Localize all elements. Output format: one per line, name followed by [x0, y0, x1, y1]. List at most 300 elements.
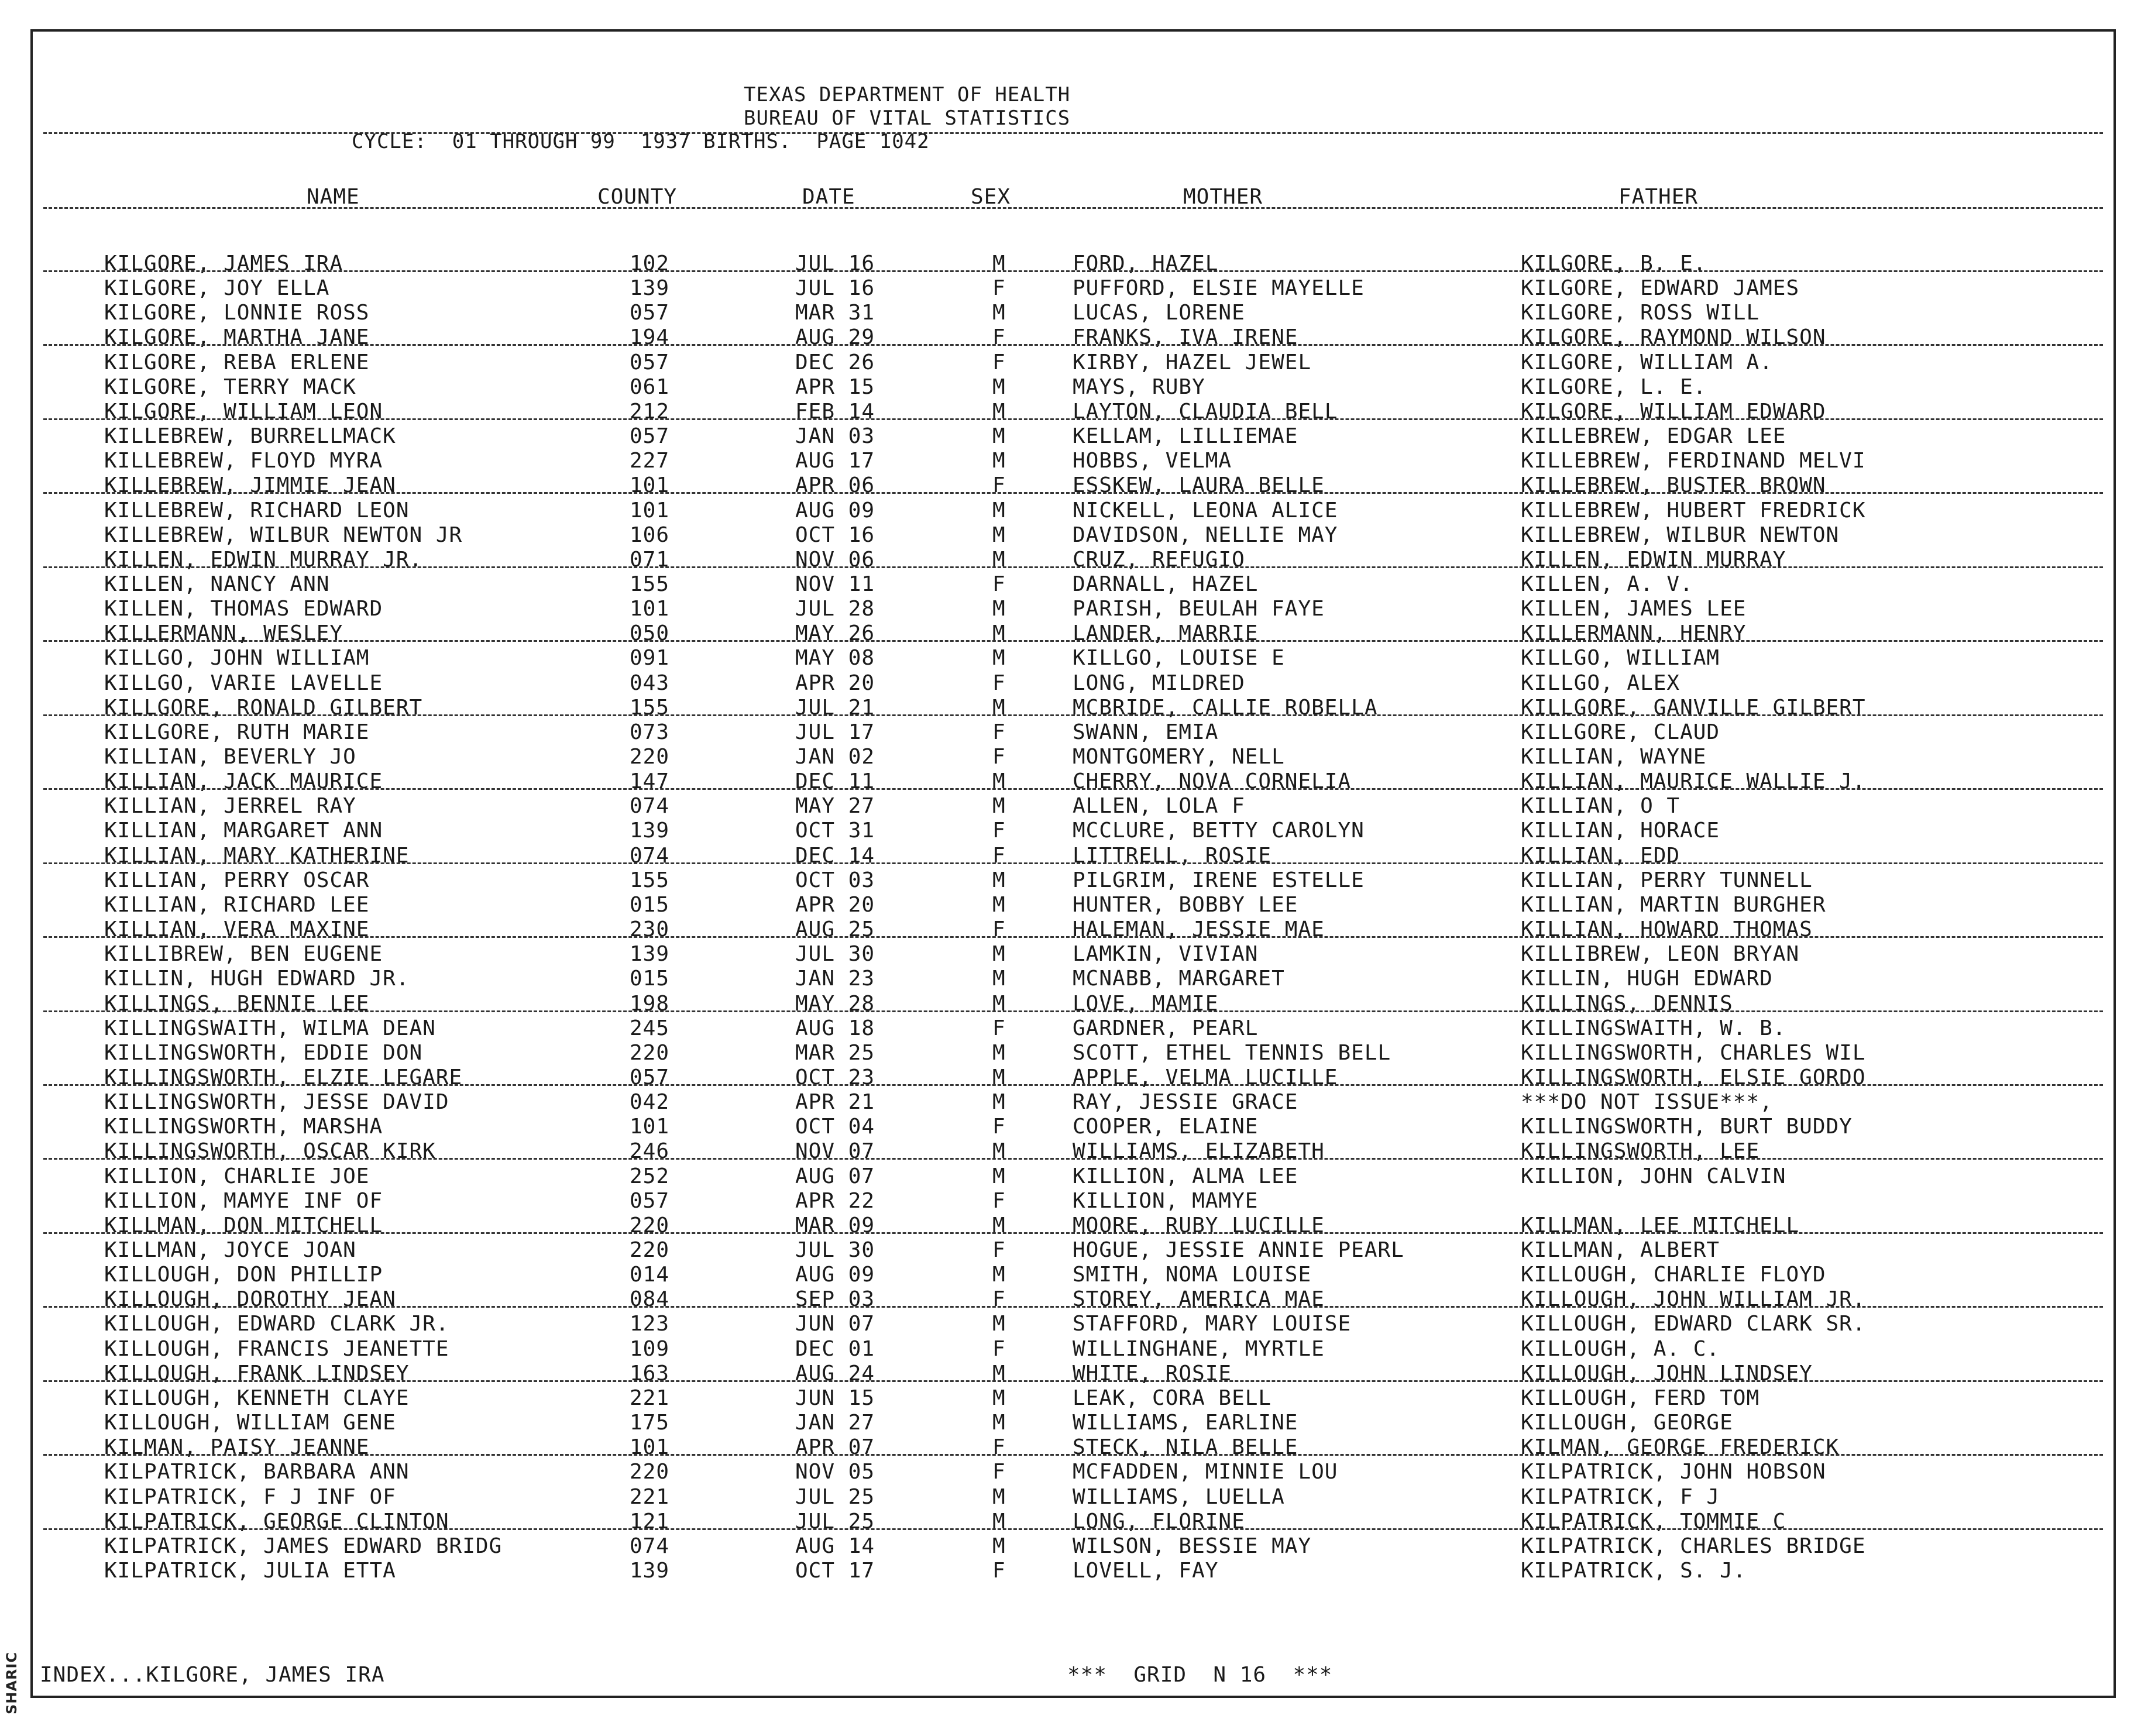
record-date: MAY 28	[795, 991, 875, 1016]
column-header-sex: SEX	[971, 185, 1011, 209]
record-father: KILLIAN, WAYNE	[1521, 745, 1707, 769]
record-row	[33, 1189, 2113, 1214]
record-name: KILGORE, REBA ERLENE	[104, 350, 370, 374]
record-county: 155	[630, 868, 670, 892]
record-father: KILGORE, WILLIAM EDWARD	[1521, 399, 1826, 424]
record-mother: FRANKS, IVA IRENE	[1073, 325, 1298, 350]
record-county: 227	[630, 449, 670, 473]
record-mother: GARDNER, PEARL	[1073, 1016, 1259, 1040]
record-sex: F	[992, 819, 1006, 843]
record-row	[33, 1214, 2113, 1238]
record-mother: LONG, FLORINE	[1073, 1509, 1245, 1534]
record-name: KILLINGSWORTH, OSCAR KIRK	[104, 1139, 436, 1164]
record-father: KILLINGSWAITH, W. B.	[1521, 1016, 1786, 1040]
record-county: 109	[630, 1336, 670, 1361]
header-subtitle: BUREAU OF VITAL STATISTICS	[744, 106, 1071, 130]
record-father: KILLEBREW, HUBERT FREDRICK	[1521, 498, 1866, 522]
record-name: KILGORE, JAMES IRA	[104, 252, 343, 276]
record-mother: SCOTT, ETHEL TENNIS BELL	[1073, 1040, 1391, 1065]
row-divider	[43, 1528, 2103, 1530]
record-sex: F	[992, 1435, 1006, 1460]
record-sex: M	[992, 1213, 1006, 1237]
record-name: KILLINGSWORTH, EDDIE DON	[104, 1040, 423, 1065]
record-county: 246	[630, 1139, 670, 1164]
record-mother: PILGRIM, IRENE ESTELLE	[1073, 868, 1365, 892]
record-row	[33, 992, 2113, 1016]
record-sex: F	[992, 1115, 1006, 1139]
record-sex: F	[992, 1238, 1006, 1262]
record-county: 220	[630, 1040, 670, 1065]
record-row	[33, 375, 2113, 400]
record-mother: DAVIDSON, NELLIE MAY	[1073, 522, 1338, 547]
record-row	[33, 449, 2113, 473]
record-row	[33, 276, 2113, 301]
record-name: KILGORE, LONNIE ROSS	[104, 301, 370, 325]
record-county: 221	[630, 1484, 670, 1509]
record-date: NOV 07	[795, 1139, 875, 1164]
record-father: KILLERMANN, HENRY	[1521, 621, 1747, 646]
record-name: KILLGORE, RUTH MARIE	[104, 720, 370, 744]
record-sex: F	[992, 720, 1006, 744]
record-county: 091	[630, 646, 670, 671]
record-row	[33, 844, 2113, 868]
row-divider	[43, 1306, 2103, 1308]
record-mother: DARNALL, HAZEL	[1073, 572, 1259, 596]
record-county: 057	[630, 1065, 670, 1089]
record-sex: M	[992, 942, 1006, 967]
row-divider	[43, 788, 2103, 790]
record-row	[33, 942, 2113, 967]
record-sex: M	[992, 1386, 1006, 1410]
record-county: 123	[630, 1312, 670, 1336]
record-father: KILLIAN, HOWARD THOMAS	[1521, 917, 1813, 942]
record-father: KILLOUGH, CHARLIE FLOYD	[1521, 1263, 1826, 1287]
row-divider	[43, 492, 2103, 494]
record-sex: F	[992, 572, 1006, 596]
record-date: DEC 14	[795, 843, 875, 868]
record-date: FEB 14	[795, 399, 875, 424]
record-father: KILGORE, WILLIAM A.	[1521, 350, 1773, 374]
record-father: KILLIN, HUGH EDWARD	[1521, 967, 1773, 991]
row-divider	[43, 270, 2103, 272]
record-name: KILLOUGH, KENNETH CLAYE	[104, 1386, 410, 1410]
record-father: KILLEN, EDWIN MURRAY	[1521, 547, 1786, 572]
record-name: KILLIAN, JERREL RAY	[104, 794, 356, 819]
record-sex: F	[992, 671, 1006, 695]
record-row	[33, 1238, 2113, 1263]
record-mother: LOVELL, FAY	[1073, 1558, 1219, 1583]
record-row	[33, 424, 2113, 449]
record-date: MAY 26	[795, 621, 875, 646]
record-county: 015	[630, 892, 670, 917]
record-row	[33, 1411, 2113, 1435]
record-father: KILPATRICK, JOHN HOBSON	[1521, 1460, 1826, 1484]
record-county: 014	[630, 1263, 670, 1287]
record-county: 198	[630, 991, 670, 1016]
record-sex: M	[992, 1509, 1006, 1534]
record-mother: WILLIAMS, ELIZABETH	[1073, 1139, 1325, 1164]
record-mother: ALLEN, LOLA F	[1073, 794, 1245, 819]
record-date: AUG 17	[795, 449, 875, 473]
record-mother: STAFFORD, MARY LOUISE	[1073, 1312, 1352, 1336]
record-mother: LAYTON, CLAUDIA BELL	[1073, 399, 1338, 424]
record-mother: KIRBY, HAZEL JEWEL	[1073, 350, 1312, 374]
record-date: AUG 25	[795, 917, 875, 942]
record-date: DEC 01	[795, 1336, 875, 1361]
record-row	[33, 350, 2113, 375]
record-mother: WILLIAMS, LUELLA	[1073, 1484, 1285, 1509]
record-father: KILLINGSWORTH, BURT BUDDY	[1521, 1115, 1853, 1139]
record-name: KILLIN, HUGH EDWARD JR.	[104, 967, 410, 991]
record-sex: M	[992, 498, 1006, 522]
record-name: KILLIAN, RICHARD LEE	[104, 892, 370, 917]
record-name: KILLIAN, VERA MAXINE	[104, 917, 370, 942]
record-sex: M	[992, 1040, 1006, 1065]
record-sex: M	[992, 769, 1006, 794]
column-header-date: DATE	[802, 185, 855, 209]
record-row	[33, 893, 2113, 917]
record-row	[33, 572, 2113, 597]
record-county: 121	[630, 1509, 670, 1534]
record-date: AUG 29	[795, 325, 875, 350]
record-mother: MCBRIDE, CALLIE ROBELLA	[1073, 695, 1378, 720]
column-header-county: COUNTY	[597, 185, 678, 209]
record-mother: MCCLURE, BETTY CAROLYN	[1073, 819, 1365, 843]
record-father: KILLIAN, HORACE	[1521, 819, 1720, 843]
record-row	[33, 1016, 2113, 1041]
record-name: KILLOUGH, FRANK LINDSEY	[104, 1361, 410, 1386]
record-name: KILPATRICK, JULIA ETTA	[104, 1558, 396, 1583]
record-county: 252	[630, 1164, 670, 1188]
record-county: 175	[630, 1411, 670, 1435]
record-father: KILLIAN, MARTIN BURGHER	[1521, 892, 1826, 917]
record-father: KILGORE, L. E.	[1521, 374, 1707, 399]
record-name: KILGORE, WILLIAM LEON	[104, 399, 383, 424]
record-row	[33, 548, 2113, 572]
record-sex: M	[992, 374, 1006, 399]
record-sex: M	[992, 1312, 1006, 1336]
record-sex: F	[992, 917, 1006, 942]
record-row	[33, 1090, 2113, 1115]
row-divider	[43, 566, 2103, 568]
record-name: KILLEBREW, WILBUR NEWTON JR	[104, 522, 463, 547]
record-father: KILLEBREW, FERDINAND MELVI	[1521, 449, 1866, 473]
record-mother: LITTRELL, ROSIE	[1073, 843, 1272, 868]
record-row	[33, 1041, 2113, 1065]
record-mother: COOPER, ELAINE	[1073, 1115, 1259, 1139]
record-county: 155	[630, 572, 670, 596]
record-county: 230	[630, 917, 670, 942]
record-date: APR 20	[795, 892, 875, 917]
record-father: KILLIAN, PERRY TUNNELL	[1521, 868, 1813, 892]
record-sex: M	[992, 991, 1006, 1016]
record-date: AUG 09	[795, 1263, 875, 1287]
record-sex: F	[992, 276, 1006, 301]
record-date: OCT 23	[795, 1065, 875, 1089]
record-mother: RAY, JESSIE GRACE	[1073, 1090, 1298, 1115]
record-sex: M	[992, 424, 1006, 449]
record-county: 220	[630, 1213, 670, 1237]
record-name: KILLIAN, PERRY OSCAR	[104, 868, 370, 892]
record-mother: SWANN, EMIA	[1073, 720, 1219, 744]
record-date: MAY 27	[795, 794, 875, 819]
record-row	[33, 325, 2113, 350]
record-date: NOV 06	[795, 547, 875, 572]
record-name: KILLGO, JOHN WILLIAM	[104, 646, 370, 671]
record-row	[33, 1435, 2113, 1460]
record-sex: M	[992, 794, 1006, 819]
record-sex: M	[992, 1411, 1006, 1435]
record-sex: M	[992, 547, 1006, 572]
record-county: 073	[630, 720, 670, 744]
record-row	[33, 1362, 2113, 1386]
record-row	[33, 1460, 2113, 1484]
record-county: 074	[630, 1534, 670, 1558]
record-date: JUL 28	[795, 597, 875, 621]
row-divider	[43, 1158, 2103, 1160]
record-mother: STOREY, AMERICA MAE	[1073, 1287, 1325, 1312]
record-mother: LONG, MILDRED	[1073, 671, 1245, 695]
record-mother: PUFFORD, ELSIE MAYELLE	[1073, 276, 1365, 301]
record-father: KILLGORE, CLAUD	[1521, 720, 1720, 744]
record-mother: FORD, HAZEL	[1073, 252, 1219, 276]
record-sex: M	[992, 449, 1006, 473]
record-county: 102	[630, 252, 670, 276]
record-sex: F	[992, 1336, 1006, 1361]
record-mother: HALEMAN, JESSIE MAE	[1073, 917, 1325, 942]
record-date: OCT 03	[795, 868, 875, 892]
record-mother: CRUZ, REFUGIO	[1073, 547, 1245, 572]
record-date: JAN 02	[795, 745, 875, 769]
side-label: SHARIC	[4, 1652, 20, 1714]
record-sex: M	[992, 695, 1006, 720]
record-county: 106	[630, 522, 670, 547]
record-name: KILPATRICK, GEORGE CLINTON	[104, 1509, 449, 1534]
record-date: APR 15	[795, 374, 875, 399]
column-header-father: FATHER	[1618, 185, 1699, 209]
record-row	[33, 1164, 2113, 1189]
record-sex: M	[992, 1263, 1006, 1287]
record-sex: M	[992, 399, 1006, 424]
record-sex: M	[992, 646, 1006, 671]
record-father: KILLOUGH, FERD TOM	[1521, 1386, 1760, 1410]
record-county: 084	[630, 1287, 670, 1312]
record-county: 220	[630, 745, 670, 769]
record-sex: M	[992, 1090, 1006, 1115]
record-father: KILLIAN, MAURICE WALLIE J.	[1521, 769, 1866, 794]
record-county: 015	[630, 967, 670, 991]
record-father: KILLIAN, EDD	[1521, 843, 1681, 868]
record-sex: M	[992, 301, 1006, 325]
record-name: KILLOUGH, DOROTHY JEAN	[104, 1287, 396, 1312]
record-sex: F	[992, 325, 1006, 350]
record-row	[33, 1510, 2113, 1534]
record-row	[33, 1534, 2113, 1559]
record-row	[33, 671, 2113, 696]
record-county: 220	[630, 1460, 670, 1484]
row-divider	[43, 714, 2103, 716]
record-county: 101	[630, 1115, 670, 1139]
record-row	[33, 1312, 2113, 1336]
record-father: KILGORE, EDWARD JAMES	[1521, 276, 1800, 301]
record-date: DEC 26	[795, 350, 875, 374]
row-divider	[43, 1232, 2103, 1234]
record-father: KILMAN, GEORGE FREDERICK	[1521, 1435, 1840, 1460]
row-divider	[43, 640, 2103, 642]
record-name: KILLION, MAMYE INF OF	[104, 1188, 383, 1213]
record-date: MAR 31	[795, 301, 875, 325]
record-sex: M	[992, 1065, 1006, 1089]
record-date: JUL 25	[795, 1509, 875, 1534]
record-date: JAN 27	[795, 1411, 875, 1435]
record-row	[33, 917, 2113, 942]
record-row	[33, 523, 2113, 548]
record-father: KILPATRICK, TOMMIE C	[1521, 1509, 1786, 1534]
record-mother: STECK, NILA BELLE	[1073, 1435, 1298, 1460]
record-date: JUL 17	[795, 720, 875, 744]
record-row	[33, 1263, 2113, 1287]
record-date: AUG 09	[795, 498, 875, 522]
record-name: KILLIAN, MARY KATHERINE	[104, 843, 410, 868]
record-sex: M	[992, 522, 1006, 547]
record-row	[33, 819, 2113, 843]
record-county: 061	[630, 374, 670, 399]
record-name: KILLINGSWORTH, JESSE DAVID	[104, 1090, 449, 1115]
record-date: NOV 11	[795, 572, 875, 596]
index-label: INDEX...KILGORE, JAMES IRA	[40, 1663, 385, 1687]
record-mother: LANDER, MARRIE	[1073, 621, 1259, 646]
record-sex: M	[992, 1484, 1006, 1509]
record-name: KILLEN, NANCY ANN	[104, 572, 330, 596]
record-name: KILGORE, JOY ELLA	[104, 276, 330, 301]
record-date: AUG 07	[795, 1164, 875, 1188]
record-row	[33, 646, 2113, 671]
record-county: 139	[630, 819, 670, 843]
record-county: 163	[630, 1361, 670, 1386]
record-sex: M	[992, 892, 1006, 917]
record-county: 057	[630, 1188, 670, 1213]
record-name: KILLEN, EDWIN MURRAY JR.	[104, 547, 423, 572]
record-row	[33, 400, 2113, 424]
record-date: MAY 08	[795, 646, 875, 671]
record-father: KILLOUGH, JOHN LINDSEY	[1521, 1361, 1813, 1386]
header-title: TEXAS DEPARTMENT OF HEALTH	[744, 83, 1071, 106]
record-sex: F	[992, 473, 1006, 498]
record-father: KILLEBREW, BUSTER BROWN	[1521, 473, 1826, 498]
record-county: 147	[630, 769, 670, 794]
record-mother: MAYS, RUBY	[1073, 374, 1205, 399]
record-father: KILLINGSWORTH, ELSIE GORDO	[1521, 1065, 1866, 1089]
record-date: MAR 09	[795, 1213, 875, 1237]
record-sex: F	[992, 745, 1006, 769]
record-father: KILPATRICK, S. J.	[1521, 1558, 1747, 1583]
row-divider	[43, 418, 2103, 420]
record-sex: M	[992, 967, 1006, 991]
record-row	[33, 252, 2113, 276]
record-mother: MCFADDEN, MINNIE LOU	[1073, 1460, 1338, 1484]
record-date: JUL 30	[795, 1238, 875, 1262]
record-county: 194	[630, 325, 670, 350]
record-date: APR 21	[795, 1090, 875, 1115]
record-mother: SMITH, NOMA LOUISE	[1073, 1263, 1312, 1287]
record-name: KILLIBREW, BEN EUGENE	[104, 942, 383, 967]
record-name: KILLIAN, BEVERLY JO	[104, 745, 356, 769]
record-row	[33, 1139, 2113, 1164]
record-date: OCT 04	[795, 1115, 875, 1139]
record-sex: M	[992, 1139, 1006, 1164]
record-county: 057	[630, 424, 670, 449]
record-mother: APPLE, VELMA LUCILLE	[1073, 1065, 1338, 1089]
record-sex: M	[992, 1164, 1006, 1188]
record-father: KILLINGSWORTH, CHARLES WIL	[1521, 1040, 1866, 1065]
record-mother: HOGUE, JESSIE ANNIE PEARL	[1073, 1238, 1404, 1262]
record-county: 155	[630, 695, 670, 720]
record-sex: M	[992, 597, 1006, 621]
record-date: OCT 31	[795, 819, 875, 843]
record-name: KILLOUGH, WILLIAM GENE	[104, 1411, 396, 1435]
record-mother: KELLAM, LILLIEMAE	[1073, 424, 1298, 449]
record-county: 139	[630, 276, 670, 301]
record-name: KILPATRICK, F J INF OF	[104, 1484, 396, 1509]
record-mother: LEAK, CORA BELL	[1073, 1386, 1272, 1410]
record-name: KILLOUGH, EDWARD CLARK JR.	[104, 1312, 449, 1336]
record-name: KILLINGSWAITH, WILMA DEAN	[104, 1016, 436, 1040]
record-county: 057	[630, 350, 670, 374]
record-father: KILGORE, RAYMOND WILSON	[1521, 325, 1826, 350]
record-name: KILLINGSWORTH, ELZIE LEGARE	[104, 1065, 463, 1089]
record-county: 139	[630, 942, 670, 967]
record-date: JUL 21	[795, 695, 875, 720]
record-mother: LOVE, MAMIE	[1073, 991, 1219, 1016]
record-name: KILLMAN, JOYCE JOAN	[104, 1238, 356, 1262]
record-father: KILLMAN, LEE MITCHELL	[1521, 1213, 1800, 1237]
record-date: JUL 30	[795, 942, 875, 967]
record-father: KILLEN, JAMES LEE	[1521, 597, 1747, 621]
row-divider	[43, 1084, 2103, 1086]
record-county: 139	[630, 1558, 670, 1583]
record-date: JAN 23	[795, 967, 875, 991]
record-father: KILLOUGH, A. C.	[1521, 1336, 1720, 1361]
record-name: KILLOUGH, FRANCIS JEANETTE	[104, 1336, 449, 1361]
record-county: 074	[630, 843, 670, 868]
record-row	[33, 1337, 2113, 1362]
row-divider	[43, 862, 2103, 864]
record-name: KILLIAN, JACK MAURICE	[104, 769, 383, 794]
row-divider	[43, 936, 2103, 938]
record-sex: F	[992, 1188, 1006, 1213]
record-date: JUN 15	[795, 1386, 875, 1410]
record-sex: F	[992, 1287, 1006, 1312]
record-mother: LAMKIN, VIVIAN	[1073, 942, 1259, 967]
record-father: KILLEN, A. V.	[1521, 572, 1693, 596]
record-name: KILPATRICK, BARBARA ANN	[104, 1460, 410, 1484]
record-father: KILLIBREW, LEON BRYAN	[1521, 942, 1800, 967]
record-father: KILLOUGH, EDWARD CLARK SR.	[1521, 1312, 1866, 1336]
record-mother: WILSON, BESSIE MAY	[1073, 1534, 1312, 1558]
record-name: KILLEBREW, JIMMIE JEAN	[104, 473, 396, 498]
record-mother: KILLION, MAMYE	[1073, 1188, 1259, 1213]
record-name: KILLGORE, RONALD GILBERT	[104, 695, 423, 720]
record-father: KILLGO, WILLIAM	[1521, 646, 1720, 671]
record-sex: F	[992, 1460, 1006, 1484]
grid-label: *** GRID N 16 ***	[1067, 1663, 1333, 1687]
record-county: 101	[630, 1435, 670, 1460]
record-name: KILLMAN, DON MITCHELL	[104, 1213, 383, 1237]
record-name: KILLINGSWORTH, MARSHA	[104, 1115, 383, 1139]
record-father: KILLOUGH, GEORGE	[1521, 1411, 1733, 1435]
record-row	[33, 1485, 2113, 1510]
record-sex: F	[992, 1016, 1006, 1040]
